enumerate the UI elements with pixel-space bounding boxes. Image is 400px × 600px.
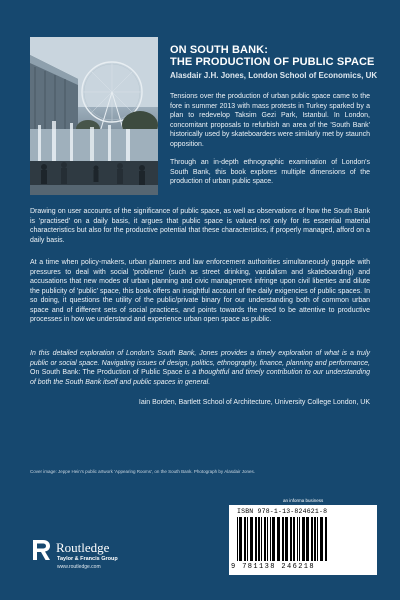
barcode-bar — [314, 517, 316, 561]
barcode-digits: 9 781138 246218 — [231, 563, 316, 571]
publisher-group: Taylor & Francis Group — [57, 556, 118, 562]
blurb-paragraph-2: Through an in-depth ethnographic examination of London's South Bank, this book explores multiple dimensions of the production of urban public space. — [170, 159, 370, 185]
barcode-bar — [267, 517, 268, 561]
review-quote-end: is a thoughtful and timely contribution to our understanding of both the South Bank itself and public spaces in general. — [30, 369, 371, 386]
barcode-bar — [264, 517, 266, 561]
blurb-paragraph-1: Tensions over the production of urban public space came to the fore in summer 2013 with mass protests in Turkey sparked by a plan to redevelop Taksim Gezi Park, Istanbul. In London, concomitant proposals to refurbish an area of the 'South Bank' historically used by skateboarders were similarly met by staunch opposition. — [170, 93, 370, 148]
barcode-bar — [299, 517, 300, 561]
book-author: Alasdair J.H. Jones, London School of Economics, UK — [170, 71, 378, 80]
barcode-bar — [282, 517, 284, 561]
barcode-bar — [317, 517, 318, 561]
barcode-bar — [244, 517, 246, 561]
barcode-bar — [255, 517, 257, 561]
publisher-name: Routledge — [56, 540, 110, 555]
book-title-line-1: ON SOUTH BANK: — [170, 44, 268, 56]
informa-label: an informa business — [283, 498, 324, 503]
barcode-bar — [258, 517, 260, 561]
cover-photo — [30, 37, 158, 195]
barcode-bar — [320, 517, 323, 561]
barcode-bar — [261, 517, 262, 561]
barcode-bar — [272, 517, 275, 561]
barcode-bar — [247, 517, 248, 561]
review-quote — [30, 349, 370, 387]
barcode-bar — [297, 517, 298, 561]
barcode-bar — [250, 517, 253, 561]
review-attribution: Iain Borden, Bartlett School of Architecture, University College London, UK — [138, 399, 370, 406]
isbn-label: ISBN 978-1-13-824621-8 — [237, 508, 328, 515]
south-bank-photo-illustration — [30, 37, 158, 195]
barcode-bar — [237, 517, 238, 561]
review-quote-start: In this detailed exploration of London's South Bank, Jones provides a timely exploration of what is a truly public or social space. Navigating issues of design, politics, ethnography, finance, planning and performance, — [30, 350, 370, 367]
cover-image-credit: Cover image: Jeppe Hein's public artwork 'Appearing Rooms', on the South Bank. Photograph by Alasdair Jones. — [30, 469, 255, 474]
barcode-bar — [277, 517, 280, 561]
isbn-barcode — [229, 505, 377, 575]
barcode-bar — [306, 517, 309, 561]
routledge-logo-icon — [30, 538, 52, 562]
blurb-paragraph-2-continued: Drawing on user accounts of the significance of public space, as well as observations of how the South Bank is 'practised' on a daily basis, it argues that public space is valued not only for its essential material characteristics but also for the productive potential that these characteristics, if properly managed, afford on a daily basis. — [30, 208, 370, 244]
publisher-url: www.routledge.com — [57, 564, 101, 570]
book-title — [170, 44, 375, 68]
barcode-bars — [235, 517, 371, 563]
barcode-bar — [290, 517, 292, 561]
barcode-bar — [325, 517, 327, 561]
barcode-bar — [285, 517, 288, 561]
barcode-bar — [293, 517, 295, 561]
barcode-bar — [311, 517, 313, 561]
blurb-paragraph-3: At a time when policy-makers, urban planners and law enforcement authorities simultaneously grapple with pressures to deal with social 'problems' (such as street drinking, vandalism and skateboarding) and accusations that new modes of urban planning and civic management infringe upon civil liberties and dilute the publicity of 'public' space, this book offers an insightful account of the daily exigencies of public spaces. In so doing, it questions the utility of the public/private binary for our understanding both of common urban space and of different sets of social practices, and points towards the need to be attentive to productive processes in how we understand and experience urban open space as public. — [30, 259, 370, 323]
review-quote-book-title: On South Bank: The Production of Public Space — [30, 369, 183, 376]
barcode-bar — [302, 517, 305, 561]
barcode-bar — [239, 517, 242, 561]
book-title-line-2: THE PRODUCTION OF PUBLIC SPACE — [170, 56, 375, 68]
barcode-bar — [270, 517, 271, 561]
